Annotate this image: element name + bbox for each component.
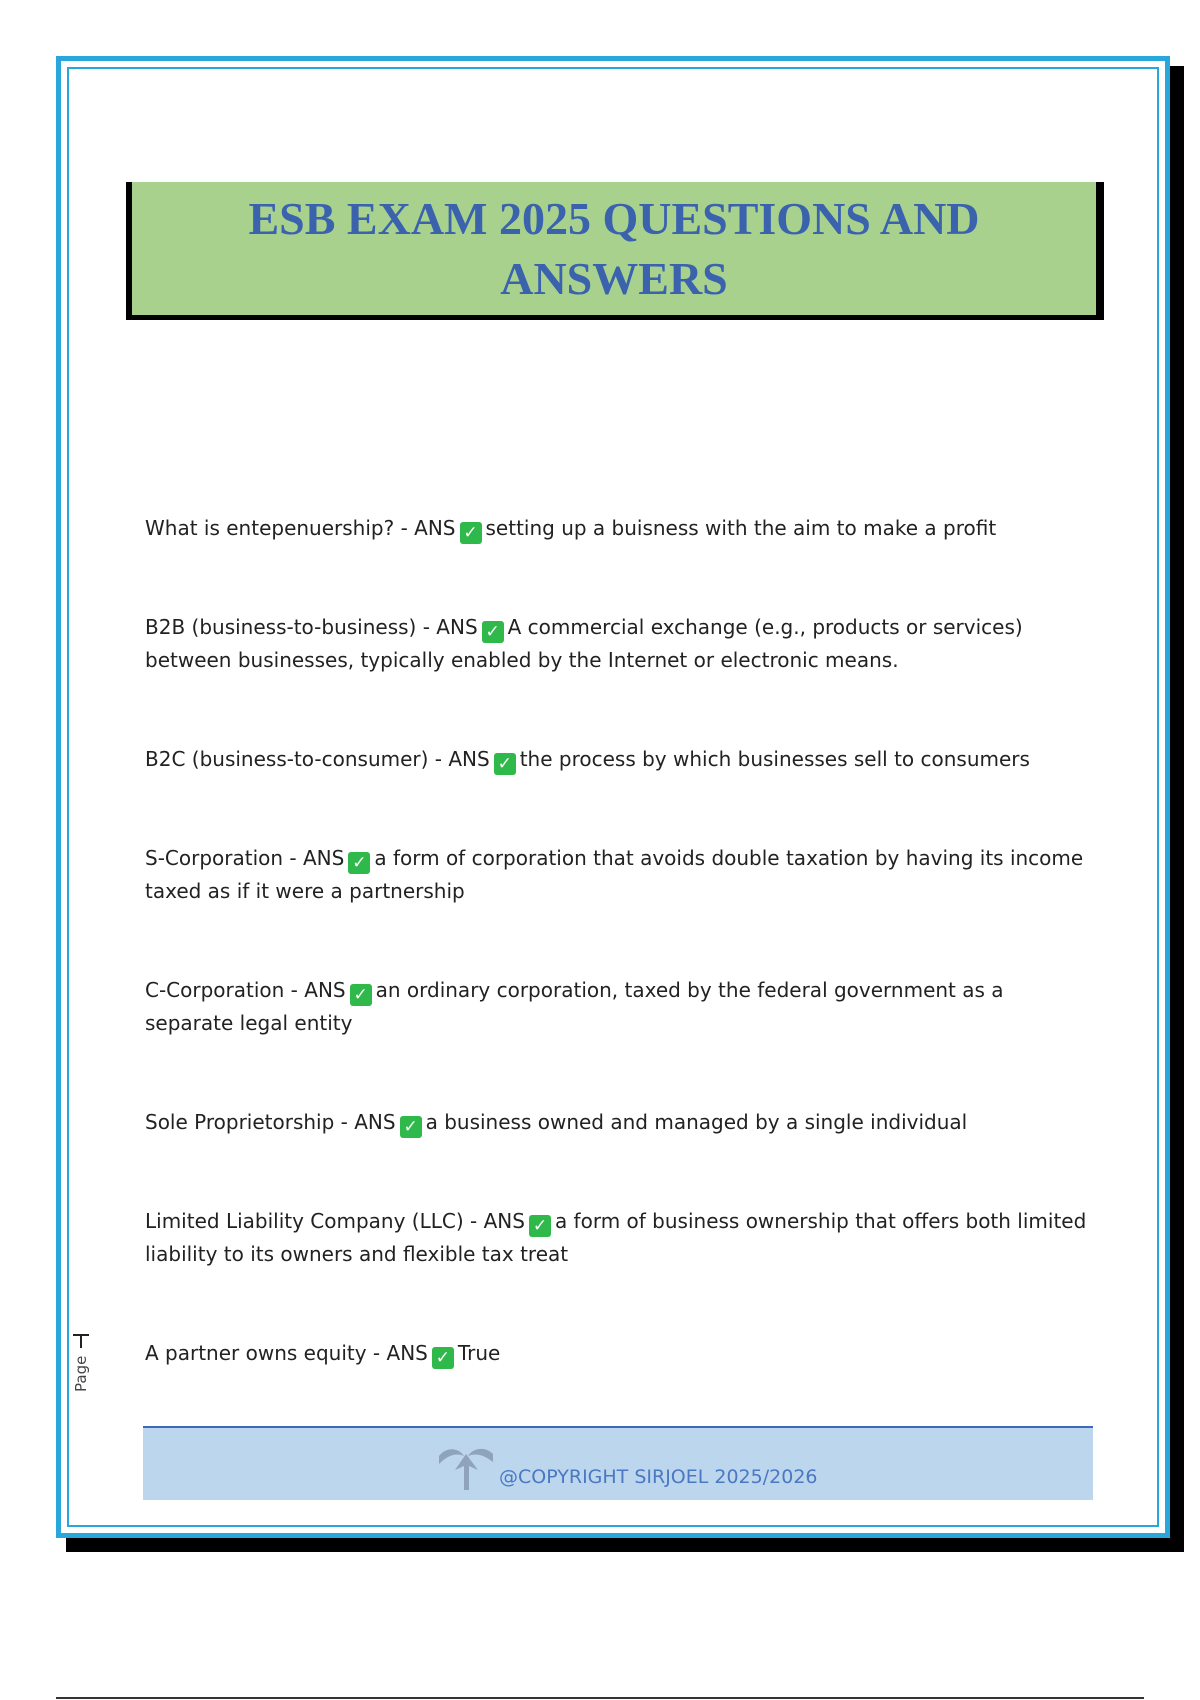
qa-item: B2B (business-to-business) - ANS ✓ A commercial exchange (e.g., products or services) between businesses, typically enabled by the Internet or electronic means. xyxy=(145,615,1023,672)
question-text: B2C (business-to-consumer) xyxy=(145,747,429,771)
check-mark-icon: ✓ xyxy=(529,1215,551,1237)
palm-logo-icon xyxy=(431,1442,501,1492)
page-label xyxy=(68,1330,98,1390)
answer-text: True xyxy=(457,1341,501,1365)
copyright-text: @COPYRIGHT SIRJOEL 2025/2026 xyxy=(499,1466,818,1488)
bottom-rule xyxy=(56,1697,1144,1699)
answer-marker: ANS xyxy=(436,615,478,639)
question-text: A partner owns equity xyxy=(145,1341,367,1365)
check-mark-icon: ✓ xyxy=(400,1116,422,1138)
answer-marker: ANS xyxy=(303,846,345,870)
qa-item: C-Corporation - ANS ✓ an ordinary corporation, taxed by the federal government as a separate legal entity xyxy=(145,978,1004,1035)
answer-marker: ANS xyxy=(414,516,456,540)
check-mark-icon: ✓ xyxy=(432,1347,454,1369)
qa-item: A partner owns equity - ANS ✓ True xyxy=(145,1341,501,1368)
page-label-text: Page xyxy=(72,1355,90,1392)
check-mark-icon: ✓ xyxy=(482,621,504,643)
answer-text: A commercial exchange (e.g., products or services) between businesses, typically enabled by the Internet or electronic means. xyxy=(145,615,1023,672)
document-title: ESB EXAM 2025 QUESTIONS AND ANSWERS xyxy=(248,192,980,304)
question-text: Sole Proprietorship xyxy=(145,1110,335,1134)
qa-item: Limited Liability Company (LLC) - ANS ✓ a form of business ownership that offers both limited liability to its owners and flexible tax treat xyxy=(145,1209,1087,1266)
question-text: C-Corporation xyxy=(145,978,285,1002)
answer-text: the process by which businesses sell to consumers xyxy=(519,747,1030,771)
qa-item: Sole Proprietorship - ANS ✓ a business owned and managed by a single individual xyxy=(145,1110,968,1137)
answer-marker: ANS xyxy=(386,1341,428,1365)
qa-item: B2C (business-to-consumer) - ANS ✓ the process by which businesses sell to consumers xyxy=(145,747,1030,774)
answer-text: an ordinary corporation, taxed by the federal government as a separate legal entity xyxy=(145,978,1004,1035)
check-mark-icon: ✓ xyxy=(348,852,370,874)
check-mark-icon: ✓ xyxy=(460,522,482,544)
footer-banner xyxy=(143,1426,1093,1500)
question-text: S-Corporation xyxy=(145,846,284,870)
title-banner xyxy=(126,182,1104,320)
question-text: Limited Liability Company (LLC) xyxy=(145,1209,464,1233)
qa-item: S-Corporation - ANS ✓ a form of corporation that avoids double taxation by having its income taxed as if it were a partnership xyxy=(145,846,1084,903)
answer-text: a form of corporation that avoids double taxation by having its income taxed as if it were a partnership xyxy=(145,846,1084,903)
answer-marker: ANS xyxy=(304,978,346,1002)
question-text: B2B (business-to-business) xyxy=(145,615,417,639)
answer-text: a business owned and managed by a single individual xyxy=(425,1110,968,1134)
answer-text: a form of business ownership that offers both limited liability to its owners and flexible tax treat xyxy=(145,1209,1087,1266)
check-mark-icon: ✓ xyxy=(494,753,516,775)
qa-item: What is entepenuership? - ANS ✓ setting up a buisness with the aim to make a profit xyxy=(145,516,997,543)
check-mark-icon: ✓ xyxy=(350,984,372,1006)
answer-text: setting up a buisness with the aim to make a profit xyxy=(485,516,997,540)
answer-marker: ANS xyxy=(448,747,490,771)
qa-list xyxy=(145,512,1095,1436)
answer-marker: ANS xyxy=(483,1209,525,1233)
answer-marker: ANS xyxy=(354,1110,396,1134)
question-text: What is entepenuership? xyxy=(145,516,395,540)
